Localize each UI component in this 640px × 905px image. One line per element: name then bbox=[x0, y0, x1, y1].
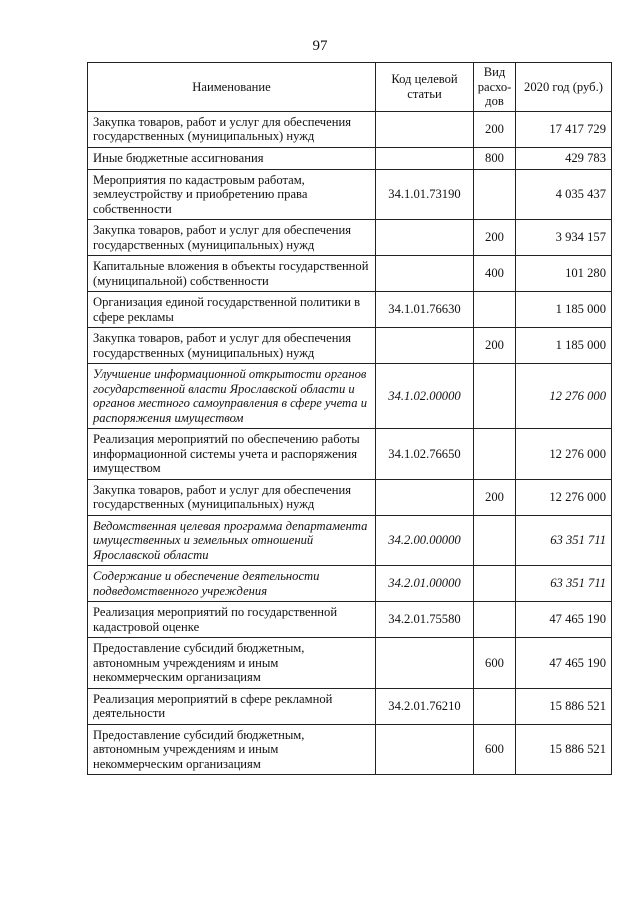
row-type-cell bbox=[474, 515, 516, 566]
row-code-cell: 34.2.01.75580 bbox=[376, 602, 474, 638]
header-type: Вид расхо-дов bbox=[474, 63, 516, 112]
table-row bbox=[88, 328, 612, 364]
row-type-cell bbox=[474, 429, 516, 480]
row-amount-cell: 3 934 157 bbox=[516, 220, 612, 256]
header-code: Код целевой статьи bbox=[376, 63, 474, 112]
row-code-cell bbox=[376, 220, 474, 256]
table-row bbox=[88, 111, 612, 147]
table-header bbox=[88, 63, 612, 112]
row-name-cell: Содержание и обеспечение деятельности подведомственного учреждения bbox=[88, 566, 376, 602]
row-amount-cell: 63 351 711 bbox=[516, 515, 612, 566]
row-type-cell bbox=[474, 566, 516, 602]
row-name-cell: Закупка товаров, работ и услуг для обеспечения государственных (муниципальных) нужд bbox=[88, 479, 376, 515]
table-row bbox=[88, 479, 612, 515]
row-name-cell: Ведомственная целевая программа департамента имущественных и земельных отношений Ярославской области bbox=[88, 515, 376, 566]
table-row bbox=[88, 364, 612, 429]
row-code-cell: 34.2.01.76210 bbox=[376, 688, 474, 724]
row-name-cell: Реализация мероприятий в сфере рекламной деятельности bbox=[88, 688, 376, 724]
row-name-cell: Закупка товаров, работ и услуг для обеспечения государственных (муниципальных) нужд bbox=[88, 220, 376, 256]
row-name-cell: Реализация мероприятий по обеспечению работы информационной системы учета и распоряжения имуществом bbox=[88, 429, 376, 480]
row-code-cell bbox=[376, 111, 474, 147]
table-row bbox=[88, 169, 612, 220]
header-name: Наименование bbox=[88, 63, 376, 112]
page-number: 97 bbox=[312, 38, 328, 54]
row-type-cell bbox=[474, 292, 516, 328]
row-type-cell: 600 bbox=[474, 724, 516, 775]
row-name-cell: Предоставление субсидий бюджетным, автономным учреждениям и иным некоммерческим организациям bbox=[88, 638, 376, 689]
row-type-cell bbox=[474, 602, 516, 638]
row-name-cell: Предоставление субсидий бюджетным, автономным учреждениям и иным некоммерческим организациям bbox=[88, 724, 376, 775]
row-code-cell bbox=[376, 256, 474, 292]
table-row bbox=[88, 147, 612, 169]
row-amount-cell: 15 886 521 bbox=[516, 724, 612, 775]
row-amount-cell: 47 465 190 bbox=[516, 638, 612, 689]
table-body bbox=[88, 111, 612, 775]
row-name-cell: Организация единой государственной политики в сфере рекламы bbox=[88, 292, 376, 328]
row-type-cell: 200 bbox=[474, 111, 516, 147]
row-name-cell: Улучшение информационной открытости органов государственной власти Ярославской области и органов местного самоуправления в сфере учета и распоряжения имуществом bbox=[88, 364, 376, 429]
row-type-cell: 200 bbox=[474, 328, 516, 364]
row-amount-cell: 1 185 000 bbox=[516, 292, 612, 328]
row-code-cell bbox=[376, 638, 474, 689]
row-code-cell: 34.1.02.00000 bbox=[376, 364, 474, 429]
table-row bbox=[88, 515, 612, 566]
table-row bbox=[88, 566, 612, 602]
row-type-cell bbox=[474, 364, 516, 429]
table-row bbox=[88, 220, 612, 256]
row-code-cell: 34.2.01.00000 bbox=[376, 566, 474, 602]
table-row bbox=[88, 292, 612, 328]
row-name-cell: Закупка товаров, работ и услуг для обеспечения государственных (муниципальных) нужд bbox=[88, 111, 376, 147]
header-amount: 2020 год (руб.) bbox=[516, 63, 612, 112]
budget-table bbox=[87, 62, 612, 775]
row-amount-cell: 63 351 711 bbox=[516, 566, 612, 602]
row-type-cell: 600 bbox=[474, 638, 516, 689]
row-amount-cell: 12 276 000 bbox=[516, 479, 612, 515]
row-code-cell: 34.1.01.73190 bbox=[376, 169, 474, 220]
table-row bbox=[88, 688, 612, 724]
row-amount-cell: 47 465 190 bbox=[516, 602, 612, 638]
row-code-cell: 34.1.02.76650 bbox=[376, 429, 474, 480]
row-name-cell: Мероприятия по кадастровым работам, землеустройству и приобретению права собственности bbox=[88, 169, 376, 220]
row-amount-cell: 429 783 bbox=[516, 147, 612, 169]
row-amount-cell: 4 035 437 bbox=[516, 169, 612, 220]
row-code-cell bbox=[376, 328, 474, 364]
table-row bbox=[88, 429, 612, 480]
row-amount-cell: 1 185 000 bbox=[516, 328, 612, 364]
row-type-cell: 800 bbox=[474, 147, 516, 169]
row-amount-cell: 15 886 521 bbox=[516, 688, 612, 724]
row-name-cell: Закупка товаров, работ и услуг для обеспечения государственных (муниципальных) нужд bbox=[88, 328, 376, 364]
row-code-cell: 34.2.00.00000 bbox=[376, 515, 474, 566]
row-type-cell: 400 bbox=[474, 256, 516, 292]
table-row bbox=[88, 638, 612, 689]
table-row bbox=[88, 724, 612, 775]
row-name-cell: Капитальные вложения в объекты государственной (муниципальной) собственности bbox=[88, 256, 376, 292]
row-type-cell bbox=[474, 169, 516, 220]
row-code-cell bbox=[376, 147, 474, 169]
row-amount-cell: 12 276 000 bbox=[516, 364, 612, 429]
row-type-cell: 200 bbox=[474, 220, 516, 256]
row-amount-cell: 101 280 bbox=[516, 256, 612, 292]
row-amount-cell: 12 276 000 bbox=[516, 429, 612, 480]
row-type-cell bbox=[474, 688, 516, 724]
table-row bbox=[88, 256, 612, 292]
table-row bbox=[88, 602, 612, 638]
header-row bbox=[88, 63, 612, 112]
row-code-cell bbox=[376, 724, 474, 775]
row-type-cell: 200 bbox=[474, 479, 516, 515]
row-name-cell: Реализация мероприятий по государственной кадастровой оценке bbox=[88, 602, 376, 638]
row-code-cell bbox=[376, 479, 474, 515]
row-name-cell: Иные бюджетные ассигнования bbox=[88, 147, 376, 169]
row-code-cell: 34.1.01.76630 bbox=[376, 292, 474, 328]
row-amount-cell: 17 417 729 bbox=[516, 111, 612, 147]
